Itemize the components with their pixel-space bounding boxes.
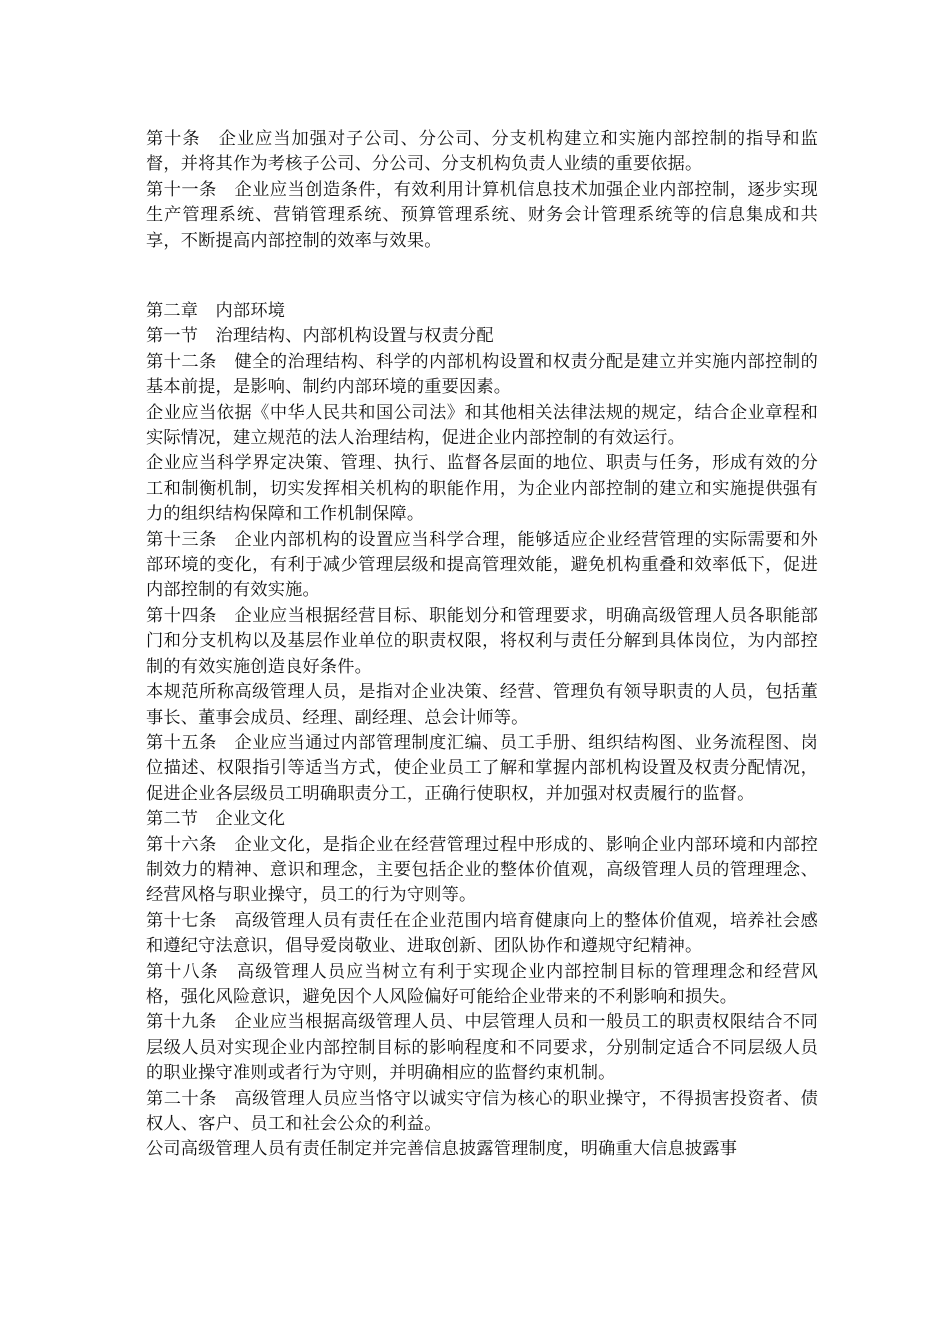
paragraph-responsibilities: 企业应当科学界定决策、管理、执行、监督各层面的地位、职责与任务，形成有效的分工和制衡机制，切实发挥相关机构的职能作用，为企业内部控制的建立和实施提供强有力的组织结构保障和工作机制保障。: [146, 453, 818, 525]
article-11: 第十一条 企业应当创造条件，有效利用计算机信息技术加强企业内部控制，逐步实现生产管理系统、营销管理系统、预算管理系统、财务会计管理系统等的信息集成和共享，不断提高内部控制的效率与效果。: [146, 179, 818, 251]
main-text-block: [146, 299, 818, 1163]
top-text-block: [146, 127, 818, 254]
paragraph-senior-management-definition: 本规范所称高级管理人员，是指对企业决策、经营、管理负有领导职责的人员，包括董事长、董事会成员、经理、副经理、总会计师等。: [146, 682, 818, 728]
section-2-title: 第二节 企业文化: [146, 809, 286, 830]
article-19: 第十九条 企业应当根据高级管理人员、中层管理人员和一般员工的职责权限结合不同层级人员对实现企业内部控制目标的影响程度和不同要求，分别制定适合不同层级人员的职业操守准则或者行为守则，并明确相应的监督约束机制。: [146, 1012, 818, 1084]
article-13: 第十三条 企业内部机构的设置应当科学合理，能够适应企业经营管理的实际需要和外部环境的变化，有利于减少管理层级和提高管理效能，避免机构重叠和效率低下，促进内部控制的有效实施。: [146, 529, 818, 601]
chapter-title: 第二章 内部环境: [146, 301, 286, 321]
article-16: 第十六条 企业文化，是指企业在经营管理过程中形成的、影响企业内部环境和内部控制效力的精神、意识和理念，主要包括企业的整体价值观，高级管理人员的管理理念、经营风格与职业操守，员工的行为守则等。: [146, 834, 818, 906]
article-10: 第十条 企业应当加强对子公司、分公司、分支机构建立和实施内部控制的指导和监督，并将其作为考核子公司、分公司、分支机构负责人业绩的重要依据。: [146, 129, 818, 175]
article-12: 第十二条 健全的治理结构、科学的内部机构设置和权责分配是建立并实施内部控制的基本前提，是影响、制约内部环境的重要因素。: [146, 351, 818, 398]
section-1-title: 第一节 治理结构、内部机构设置与权责分配: [146, 326, 494, 347]
article-14: 第十四条 企业应当根据经营目标、职能划分和管理要求，明确高级管理人员各职能部门和分支机构以及基层作业单位的职责权限，将权利与责任分解到具体岗位，为内部控制的有效实施创造良好条件。: [146, 605, 818, 677]
article-15: 第十五条 企业应当通过内部管理制度汇编、员工手册、组织结构图、业务流程图、岗位描述、权限指引等适当方式，使企业员工了解和掌握内部机构设置及权责分配情况，促进企业各层级员工明确职责分工，正确行使职权，并加强对权责履行的监督。: [146, 732, 818, 804]
paragraph-disclosure: 公司高级管理人员有责任制定并完善信息披露管理制度，明确重大信息披露事: [146, 1139, 738, 1160]
article-20: 第二十条 高级管理人员应当恪守以诚实守信为核心的职业操守，不得损害投资者、债权人、客户、员工和社会公众的利益。: [146, 1088, 818, 1134]
paragraph-company-law: 企业应当依据《中华人民共和国公司法》和其他相关法律法规的规定，结合企业章程和实际情况，建立规范的法人治理结构，促进企业内部控制的有效运行。: [146, 402, 818, 449]
article-18: 第十八条 高级管理人员应当树立有利于实现企业内部控制目标的管理理念和经营风格，强化风险意识，避免因个人风险偏好可能给企业带来的不利影响和损失。: [146, 961, 818, 1007]
article-17: 第十七条 高级管理人员有责任在企业范围内培育健康向上的整体价值观，培养社会感和遵纪守法意识，倡导爱岗敬业、进取创新、团队协作和遵规守纪精神。: [146, 910, 818, 957]
